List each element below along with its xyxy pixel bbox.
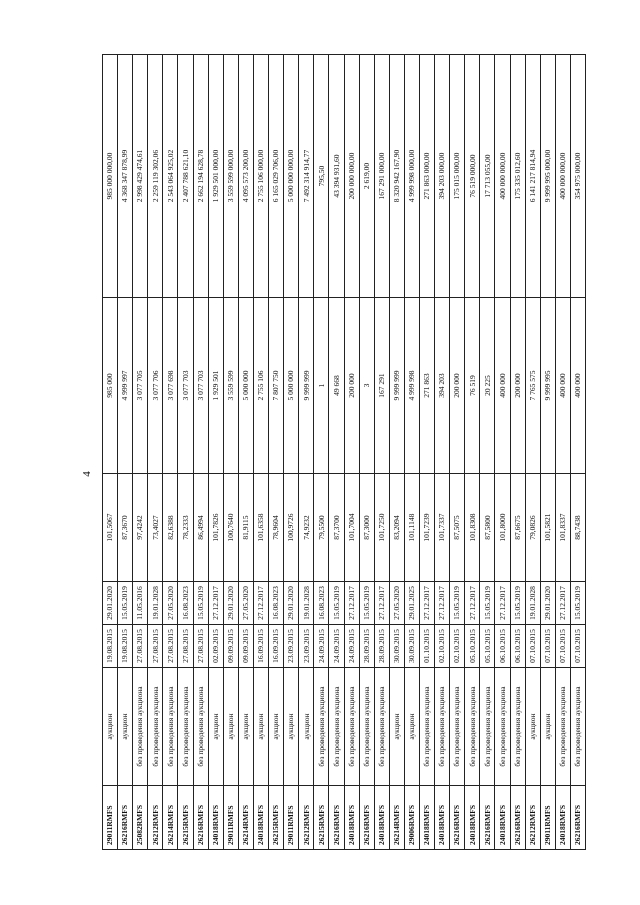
- maturity-date-cell: 29.01.2020: [103, 582, 118, 625]
- placement-method-cell: без проведения аукциона: [148, 668, 163, 786]
- volume-cell: 8 320 942 167,90: [389, 55, 404, 298]
- placement-date-cell: 02.10.2015: [450, 625, 465, 668]
- placement-date-cell: 24.09.2015: [314, 625, 329, 668]
- placement-date-cell: 30.09.2015: [389, 625, 404, 668]
- table-row: [419, 55, 434, 850]
- placement-method-cell: аукцион: [284, 668, 299, 786]
- placement-date-cell: 23.09.2015: [299, 625, 314, 668]
- bond-code-cell: 26216RMFS: [193, 786, 208, 850]
- bond-code-cell: 24018RMFS: [435, 786, 450, 850]
- bond-code-cell: 24018RMFS: [555, 786, 570, 850]
- volume-cell: 4 999 998 000,00: [404, 55, 419, 298]
- price-cell: 97,4242: [133, 474, 148, 582]
- quantity-cell: 5 000 000: [284, 298, 299, 474]
- table-row: [510, 55, 525, 850]
- placement-date-cell: 16.09.2015: [269, 625, 284, 668]
- quantity-cell: 1 929 501: [208, 298, 223, 474]
- placement-date-cell: 24.09.2015: [344, 625, 359, 668]
- volume-cell: 2 619,00: [359, 55, 374, 298]
- placement-method-cell: без проведения аукциона: [465, 668, 480, 786]
- placement-date-cell: 09.09.2015: [223, 625, 238, 668]
- placement-date-cell: 27.08.2015: [163, 625, 178, 668]
- bond-code-cell: 26214RMFS: [389, 786, 404, 850]
- quantity-cell: 5 000 000: [238, 298, 253, 474]
- maturity-date-cell: 29.01.2025: [404, 582, 419, 625]
- quantity-cell: 9 999 995: [540, 298, 555, 474]
- placement-method-cell: аукцион: [223, 668, 238, 786]
- bond-placement-table-wrapper: [102, 55, 586, 850]
- placement-date-cell: 27.08.2015: [178, 625, 193, 668]
- volume-cell: 4 368 347 878,99: [118, 55, 133, 298]
- maturity-date-cell: 15.05.2019: [570, 582, 585, 625]
- price-cell: 78,2333: [178, 474, 193, 582]
- volume-cell: 400 000 000,00: [495, 55, 510, 298]
- table-row: [495, 55, 510, 850]
- bond-code-cell: 26216RMFS: [480, 786, 495, 850]
- volume-cell: 175 335 012,60: [510, 55, 525, 298]
- volume-cell: 6 141 217 814,94: [525, 55, 540, 298]
- quantity-cell: 3: [359, 298, 374, 474]
- table-row: [163, 55, 178, 850]
- quantity-cell: 985 000: [103, 298, 118, 474]
- bond-code-cell: 26216RMFS: [450, 786, 465, 850]
- maturity-date-cell: 16.08.2023: [269, 582, 284, 625]
- placement-date-cell: 07.10.2015: [570, 625, 585, 668]
- placement-method-cell: аукцион: [208, 668, 223, 786]
- table-row: [525, 55, 540, 850]
- bond-code-cell: 24018RMFS: [344, 786, 359, 850]
- volume-cell: 2 259 119 302,06: [148, 55, 163, 298]
- price-cell: 74,9232: [299, 474, 314, 582]
- table-row: [223, 55, 238, 850]
- price-cell: 73,4027: [148, 474, 163, 582]
- placement-method-cell: аукцион: [540, 668, 555, 786]
- bond-placement-table: [102, 54, 586, 850]
- placement-method-cell: без проведения аукциона: [178, 668, 193, 786]
- table-row: [148, 55, 163, 850]
- volume-cell: 795,50: [314, 55, 329, 298]
- maturity-date-cell: 19.01.2028: [299, 582, 314, 625]
- price-cell: 87,3700: [329, 474, 344, 582]
- bond-code-cell: 26215RMFS: [178, 786, 193, 850]
- maturity-date-cell: 16.08.2023: [314, 582, 329, 625]
- price-cell: 81,9115: [238, 474, 253, 582]
- placement-date-cell: 27.08.2015: [148, 625, 163, 668]
- price-cell: 100,7640: [223, 474, 238, 582]
- quantity-cell: 271 863: [419, 298, 434, 474]
- volume-cell: 2 543 064 925,02: [163, 55, 178, 298]
- quantity-cell: 3 077 703: [178, 298, 193, 474]
- placement-method-cell: без проведения аукциона: [193, 668, 208, 786]
- table-row: [359, 55, 374, 850]
- volume-cell: 354 975 000,00: [570, 55, 585, 298]
- placement-date-cell: 28.09.2015: [374, 625, 389, 668]
- table-row: [389, 55, 404, 850]
- price-cell: 101,5067: [103, 474, 118, 582]
- bond-code-cell: 24018RMFS: [253, 786, 268, 850]
- placement-method-cell: аукцион: [253, 668, 268, 786]
- placement-date-cell: 19.08.2015: [118, 625, 133, 668]
- volume-cell: 400 000 000,00: [555, 55, 570, 298]
- placement-date-cell: 06.10.2015: [495, 625, 510, 668]
- bond-code-cell: 29011RMFS: [103, 786, 118, 850]
- placement-method-cell: без проведения аукциона: [374, 668, 389, 786]
- quantity-cell: 400 000: [495, 298, 510, 474]
- volume-cell: 17 713 055,00: [480, 55, 495, 298]
- placement-date-cell: 09.09.2015: [238, 625, 253, 668]
- table-row: [193, 55, 208, 850]
- price-cell: 101,1148: [404, 474, 419, 582]
- bond-code-cell: 25082RMFS: [133, 786, 148, 850]
- volume-cell: 7 492 314 914,77: [299, 55, 314, 298]
- placement-date-cell: 19.08.2015: [103, 625, 118, 668]
- quantity-cell: 76 519: [465, 298, 480, 474]
- placement-method-cell: без проведения аукциона: [344, 668, 359, 786]
- placement-date-cell: 27.08.2015: [193, 625, 208, 668]
- volume-cell: 2 407 788 621,10: [178, 55, 193, 298]
- volume-cell: 6 165 029 706,00: [269, 55, 284, 298]
- placement-date-cell: 23.09.2015: [284, 625, 299, 668]
- volume-cell: 271 863 000,00: [419, 55, 434, 298]
- placement-method-cell: аукцион: [389, 668, 404, 786]
- maturity-date-cell: 27.12.2017: [419, 582, 434, 625]
- price-cell: 79,5500: [314, 474, 329, 582]
- placement-method-cell: без проведения аукциона: [480, 668, 495, 786]
- price-cell: 101,7337: [435, 474, 450, 582]
- maturity-date-cell: 29.01.2020: [223, 582, 238, 625]
- table-row: [404, 55, 419, 850]
- placement-method-cell: без проведения аукциона: [510, 668, 525, 786]
- quantity-cell: 9 999 999: [299, 298, 314, 474]
- bond-code-cell: 26216RMFS: [570, 786, 585, 850]
- placement-date-cell: 05.10.2015: [465, 625, 480, 668]
- maturity-date-cell: 16.08.2023: [178, 582, 193, 625]
- quantity-cell: 2 755 106: [253, 298, 268, 474]
- volume-cell: 985 000 000,00: [103, 55, 118, 298]
- price-cell: 101,8337: [555, 474, 570, 582]
- volume-cell: 1 929 501 000,00: [208, 55, 223, 298]
- bond-code-cell: 26215RMFS: [314, 786, 329, 850]
- quantity-cell: 400 000: [570, 298, 585, 474]
- quantity-cell: 3 077 698: [163, 298, 178, 474]
- quantity-cell: 3 559 599: [223, 298, 238, 474]
- volume-cell: 167 291 000,00: [374, 55, 389, 298]
- table-row: [299, 55, 314, 850]
- table-row: [178, 55, 193, 850]
- maturity-date-cell: 19.01.2028: [148, 582, 163, 625]
- bond-code-cell: 26216RMFS: [118, 786, 133, 850]
- volume-cell: 2 662 194 628,78: [193, 55, 208, 298]
- volume-cell: 5 000 000 000,00: [284, 55, 299, 298]
- placement-method-cell: без проведения аукциона: [133, 668, 148, 786]
- price-cell: 79,0826: [525, 474, 540, 582]
- bond-code-cell: 24018RMFS: [465, 786, 480, 850]
- placement-date-cell: 02.09.2015: [208, 625, 223, 668]
- placement-method-cell: без проведения аукциона: [329, 668, 344, 786]
- table-row: [570, 55, 585, 850]
- placement-date-cell: 07.10.2015: [525, 625, 540, 668]
- placement-method-cell: аукцион: [269, 668, 284, 786]
- bond-code-cell: 29011RMFS: [284, 786, 299, 850]
- volume-cell: 3 559 599 000,00: [223, 55, 238, 298]
- placement-method-cell: без проведения аукциона: [570, 668, 585, 786]
- price-cell: 101,8308: [465, 474, 480, 582]
- maturity-date-cell: 29.01.2020: [540, 582, 555, 625]
- placement-date-cell: 06.10.2015: [510, 625, 525, 668]
- price-cell: 101,7239: [419, 474, 434, 582]
- maturity-date-cell: 15.05.2019: [510, 582, 525, 625]
- placement-date-cell: 28.09.2015: [359, 625, 374, 668]
- quantity-cell: 167 291: [374, 298, 389, 474]
- quantity-cell: 200 000: [450, 298, 465, 474]
- price-cell: 100,9726: [284, 474, 299, 582]
- placement-method-cell: аукцион: [238, 668, 253, 786]
- table-row: [314, 55, 329, 850]
- price-cell: 87,3000: [359, 474, 374, 582]
- placement-method-cell: без проведения аукциона: [314, 668, 329, 786]
- maturity-date-cell: 15.05.2019: [480, 582, 495, 625]
- price-cell: 87,3670: [118, 474, 133, 582]
- placement-method-cell: аукцион: [525, 668, 540, 786]
- table-row: [118, 55, 133, 850]
- placement-date-cell: 02.10.2015: [435, 625, 450, 668]
- price-cell: 101,7004: [344, 474, 359, 582]
- placement-method-cell: без проведения аукциона: [359, 668, 374, 786]
- price-cell: 101,8000: [495, 474, 510, 582]
- table-row: [540, 55, 555, 850]
- price-cell: 87,5800: [480, 474, 495, 582]
- quantity-cell: 4 999 997: [118, 298, 133, 474]
- table-row: [133, 55, 148, 850]
- quantity-cell: 9 999 999: [389, 298, 404, 474]
- quantity-cell: 7 765 575: [525, 298, 540, 474]
- price-cell: 87,5075: [450, 474, 465, 582]
- maturity-date-cell: 15.05.2019: [450, 582, 465, 625]
- volume-cell: 43 394 931,60: [329, 55, 344, 298]
- table-row: [253, 55, 268, 850]
- maturity-date-cell: 15.05.2019: [359, 582, 374, 625]
- placement-date-cell: 07.10.2015: [540, 625, 555, 668]
- maturity-date-cell: 19.01.2028: [525, 582, 540, 625]
- quantity-cell: 3 077 705: [133, 298, 148, 474]
- placement-method-cell: без проведения аукциона: [555, 668, 570, 786]
- volume-cell: 175 015 000,00: [450, 55, 465, 298]
- volume-cell: 76 519 000,00: [465, 55, 480, 298]
- placement-method-cell: без проведения аукциона: [435, 668, 450, 786]
- table-row: [450, 55, 465, 850]
- quantity-cell: 200 000: [344, 298, 359, 474]
- quantity-cell: 20 225: [480, 298, 495, 474]
- placement-method-cell: без проведения аукциона: [450, 668, 465, 786]
- maturity-date-cell: 15.05.2019: [329, 582, 344, 625]
- table-row: [269, 55, 284, 850]
- placement-date-cell: 07.10.2015: [555, 625, 570, 668]
- volume-cell: 2 998 429 474,61: [133, 55, 148, 298]
- bond-code-cell: 26216RMFS: [510, 786, 525, 850]
- bond-code-cell: 26214RMFS: [238, 786, 253, 850]
- maturity-date-cell: 27.12.2017: [374, 582, 389, 625]
- placement-method-cell: без проведения аукциона: [419, 668, 434, 786]
- maturity-date-cell: 27.12.2017: [208, 582, 223, 625]
- bond-code-cell: 26216RMFS: [329, 786, 344, 850]
- placement-date-cell: 16.09.2015: [253, 625, 268, 668]
- table-row: [329, 55, 344, 850]
- bond-code-cell: 26212RMFS: [148, 786, 163, 850]
- maturity-date-cell: 27.12.2017: [555, 582, 570, 625]
- quantity-cell: 400 000: [555, 298, 570, 474]
- placement-date-cell: 05.10.2015: [480, 625, 495, 668]
- table-row: [555, 55, 570, 850]
- quantity-cell: 1: [314, 298, 329, 474]
- quantity-cell: 7 807 750: [269, 298, 284, 474]
- table-row: [208, 55, 223, 850]
- maturity-date-cell: 15.05.2019: [193, 582, 208, 625]
- placement-date-cell: 30.09.2015: [404, 625, 419, 668]
- bond-code-cell: 24018RMFS: [419, 786, 434, 850]
- table-row: [480, 55, 495, 850]
- price-cell: 83,2094: [389, 474, 404, 582]
- table-row: [238, 55, 253, 850]
- quantity-cell: 394 203: [435, 298, 450, 474]
- bond-code-cell: 24018RMFS: [495, 786, 510, 850]
- volume-cell: 4 095 573 200,00: [238, 55, 253, 298]
- maturity-date-cell: 27.12.2017: [465, 582, 480, 625]
- bond-code-cell: 24018RMFS: [374, 786, 389, 850]
- maturity-date-cell: 27.12.2017: [253, 582, 268, 625]
- volume-cell: 2 755 106 000,00: [253, 55, 268, 298]
- quantity-cell: 3 077 703: [193, 298, 208, 474]
- volume-cell: 200 000 000,00: [344, 55, 359, 298]
- bond-code-cell: 26214RMFS: [163, 786, 178, 850]
- placement-method-cell: без проведения аукциона: [495, 668, 510, 786]
- placement-method-cell: аукцион: [404, 668, 419, 786]
- bond-code-cell: 24018RMFS: [208, 786, 223, 850]
- bond-code-cell: 29011RMFS: [540, 786, 555, 850]
- maturity-date-cell: 27.12.2017: [435, 582, 450, 625]
- maturity-date-cell: 27.12.2017: [344, 582, 359, 625]
- table-row: [344, 55, 359, 850]
- placement-date-cell: 27.08.2015: [133, 625, 148, 668]
- price-cell: 101,7250: [374, 474, 389, 582]
- maturity-date-cell: 15.05.2019: [118, 582, 133, 625]
- bond-code-cell: 26216RMFS: [359, 786, 374, 850]
- table-row: [374, 55, 389, 850]
- price-cell: 101,5821: [540, 474, 555, 582]
- quantity-cell: 3 077 706: [148, 298, 163, 474]
- price-cell: 78,9604: [269, 474, 284, 582]
- maturity-date-cell: 29.01.2020: [284, 582, 299, 625]
- table-row: [465, 55, 480, 850]
- table-row: [284, 55, 299, 850]
- placement-method-cell: без проведения аукциона: [163, 668, 178, 786]
- quantity-cell: 4 999 998: [404, 298, 419, 474]
- volume-cell: 394 203 000,00: [435, 55, 450, 298]
- page-number: 4: [80, 471, 93, 477]
- maturity-date-cell: 27.05.2020: [238, 582, 253, 625]
- price-cell: 101,7826: [208, 474, 223, 582]
- price-cell: 86,4994: [193, 474, 208, 582]
- table-body: [103, 55, 586, 850]
- bond-code-cell: 29011RMFS: [223, 786, 238, 850]
- bond-code-cell: 26212RMFS: [299, 786, 314, 850]
- price-cell: 101,6358: [253, 474, 268, 582]
- price-cell: 82,6388: [163, 474, 178, 582]
- maturity-date-cell: 27.05.2020: [163, 582, 178, 625]
- placement-date-cell: 24.09.2015: [329, 625, 344, 668]
- bond-code-cell: 29006RMFS: [404, 786, 419, 850]
- quantity-cell: 200 000: [510, 298, 525, 474]
- maturity-date-cell: 27.05.2020: [389, 582, 404, 625]
- bond-code-cell: 26212RMFS: [525, 786, 540, 850]
- placement-method-cell: аукцион: [299, 668, 314, 786]
- price-cell: 87,6675: [510, 474, 525, 582]
- table-row: [103, 55, 118, 850]
- maturity-date-cell: 11.05.2016: [133, 582, 148, 625]
- maturity-date-cell: 27.12.2017: [495, 582, 510, 625]
- placement-method-cell: аукцион: [118, 668, 133, 786]
- table-row: [435, 55, 450, 850]
- price-cell: 88,7438: [570, 474, 585, 582]
- quantity-cell: 49 668: [329, 298, 344, 474]
- placement-method-cell: аукцион: [103, 668, 118, 786]
- volume-cell: 9 999 995 000,00: [540, 55, 555, 298]
- bond-code-cell: 26215RMFS: [269, 786, 284, 850]
- placement-date-cell: 01.10.2015: [419, 625, 434, 668]
